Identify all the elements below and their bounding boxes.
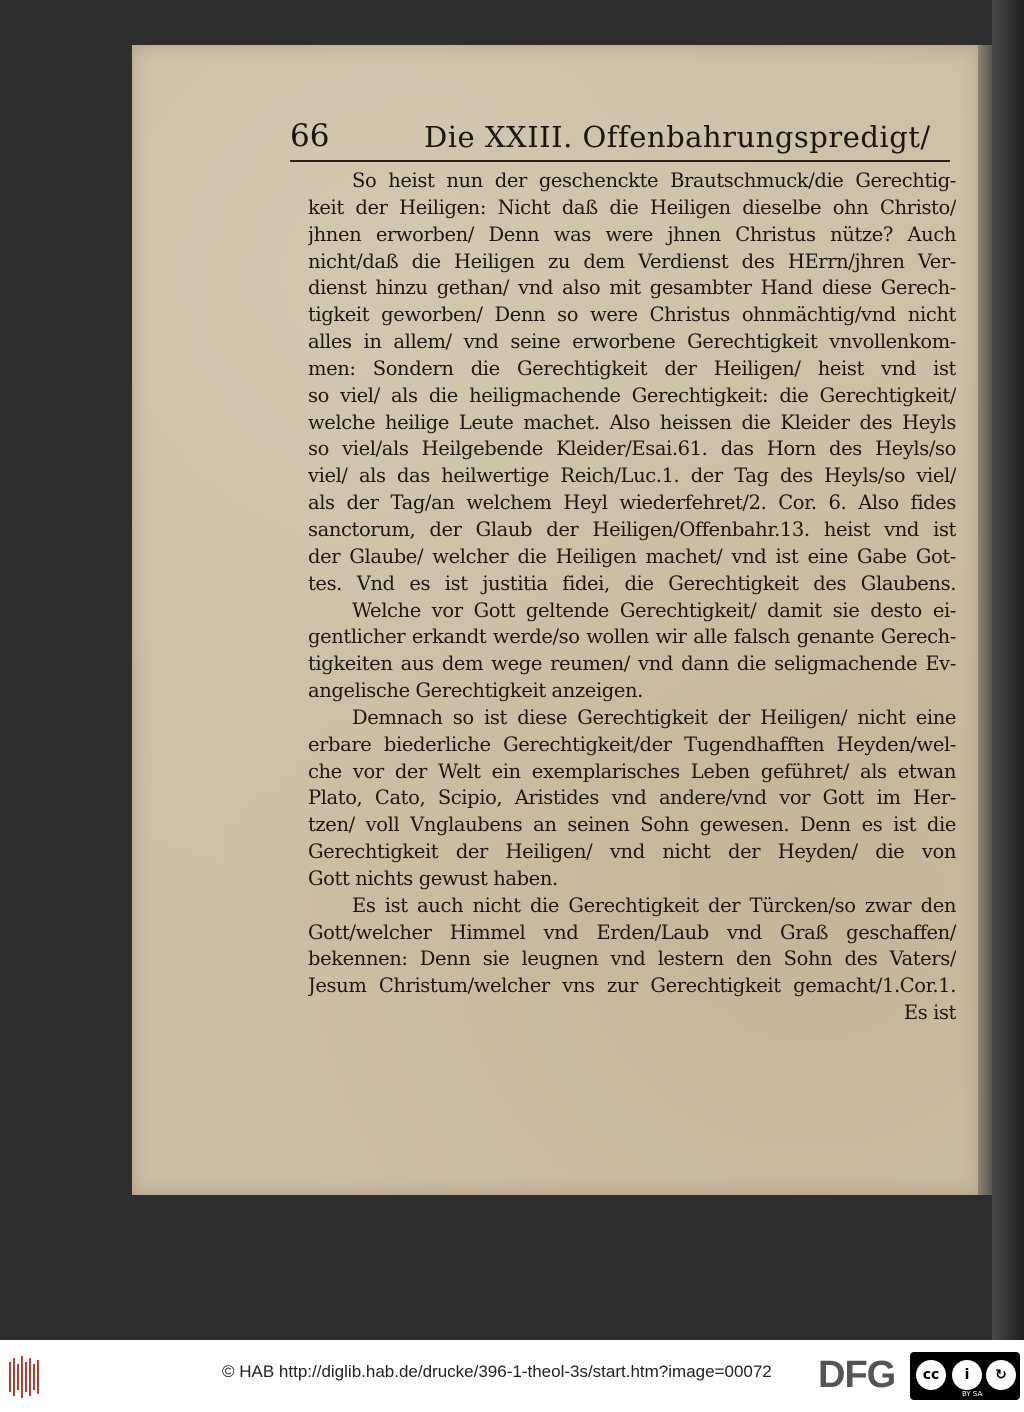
- text-line: Jesum Christum/welcher vns zur Gerechtigkeit gemacht/1.Cor.1.: [308, 974, 956, 998]
- text-line: so viel/als Heilgebende Kleider/Esai.61. das Horn des Heyls/so: [308, 437, 956, 461]
- text-line: Demnach so ist diese Gerechtigkeit der Heiligen/ nicht eine: [352, 705, 956, 729]
- text-line: viel/ als das heilwertige Reich/Luc.1. der Tag des Heyls/so viel/: [308, 464, 956, 488]
- scan-right-margin: [992, 0, 1024, 1340]
- text-line: Es ist auch nicht die Gerechtigkeit der Türcken/so zwar den: [352, 893, 956, 917]
- text-line: Gott nichts gewust haben.: [308, 866, 558, 890]
- cc-license-badge[interactable]: [910, 1352, 1020, 1400]
- share-alike-icon: ↻: [986, 1360, 1016, 1390]
- text-line: Plato, Cato, Scipio, Aristides vnd andere/vnd vor Gott im Her-: [308, 786, 956, 810]
- text-line: gentlicher erkandt werde/so wollen wir alle falsch genante Gerech-: [308, 625, 956, 649]
- running-header: [290, 118, 950, 158]
- running-title: Die XXIII. Offenbahrungspredigt/: [424, 120, 931, 154]
- text-line: angelische Gerechtigkeit anzeigen.: [308, 679, 643, 703]
- text-line: che vor der Welt ein exemplarisches Leben geführet/ als etwan: [308, 759, 956, 783]
- body-text: [308, 168, 956, 1027]
- attribution-icon: i: [952, 1360, 982, 1390]
- dfg-logo: DFG: [818, 1354, 896, 1396]
- text-line: der Glaube/ welcher die Heiligen machet/ vnd ist eine Gabe Got-: [308, 544, 956, 568]
- license-label: BY SA: [962, 1390, 983, 1398]
- text-line: So heist nun der geschenckte Brautschmuck/die Gerechtig-: [352, 169, 956, 192]
- text-line: Gerechtigkeit der Heiligen/ vnd nicht der Heyden/ die von: [308, 840, 956, 864]
- text-line: jhnen erworben/ Denn was were jhnen Christus nütze? Auch: [308, 222, 956, 246]
- catchword: Es ist: [903, 1001, 956, 1025]
- cc-icon: cc: [916, 1360, 946, 1390]
- text-line: tigkeit geworben/ Denn so were Christus ohnmächtig/vnd nicht: [308, 303, 956, 327]
- text-line: bekennen: Denn sie leugnen vnd lestern den Sohn des Vaters/: [308, 947, 956, 971]
- text-line: welche heilige Leute machet. Also heissen die Kleider des Heyls: [308, 410, 956, 434]
- text-line: nicht/daß die Heiligen zu dem Verdienst des HErrn/jhren Ver-: [308, 249, 956, 273]
- text-line: alles in allem/ vnd seine erworbene Gerechtigkeit vnvollenkom-: [308, 330, 956, 354]
- footer-credit[interactable]: © HAB http://diglib.hab.de/drucke/396-1-theol-3s/start.htm?image=00072: [222, 1362, 772, 1381]
- hab-logo-icon: [8, 1352, 42, 1400]
- text-line: men: Sondern die Gerechtigkeit der Heiligen/ heist vnd ist: [308, 356, 956, 380]
- text-line: tzen/ voll Vnglaubens an seinen Sohn gewesen. Denn es ist die: [308, 813, 956, 837]
- text-line: Welche vor Gott geltende Gerechtigkeit/ damit sie desto ei-: [352, 598, 956, 622]
- footer-bar: [0, 1340, 1024, 1412]
- text-line: keit der Heiligen: Nicht daß die Heiligen dieselbe ohn Christo/: [308, 195, 956, 219]
- text-line: Gott/welcher Himmel vnd Erden/Laub vnd Graß geschaffen/: [308, 920, 956, 944]
- text-line: erbare biederliche Gerechtigkeit/der Tugendhafften Heyden/wel-: [308, 732, 956, 756]
- text-line: dienst hinzu gethan/ vnd also mit gesambter Hand diese Gerech-: [308, 276, 956, 300]
- text-line: sanctorum, der Glaub der Heiligen/Offenbahr.13. heist vnd ist: [308, 517, 956, 541]
- header-rule: [290, 160, 950, 162]
- page-number: 66: [290, 118, 330, 154]
- text-line: so viel/ als die heiligmachende Gerechtigkeit: die Gerechtigkeit/: [308, 383, 956, 407]
- text-line: als der Tag/an welchem Heyl wiederfehret/2. Cor. 6. Also fides: [308, 491, 956, 515]
- text-line: tigkeiten aus dem wege reumen/ vnd dann die seligmachende Ev-: [308, 652, 956, 676]
- page-edge: [978, 45, 992, 1195]
- text-line: tes. Vnd es ist justitia fidei, die Gerechtigkeit des Glaubens.: [308, 571, 956, 595]
